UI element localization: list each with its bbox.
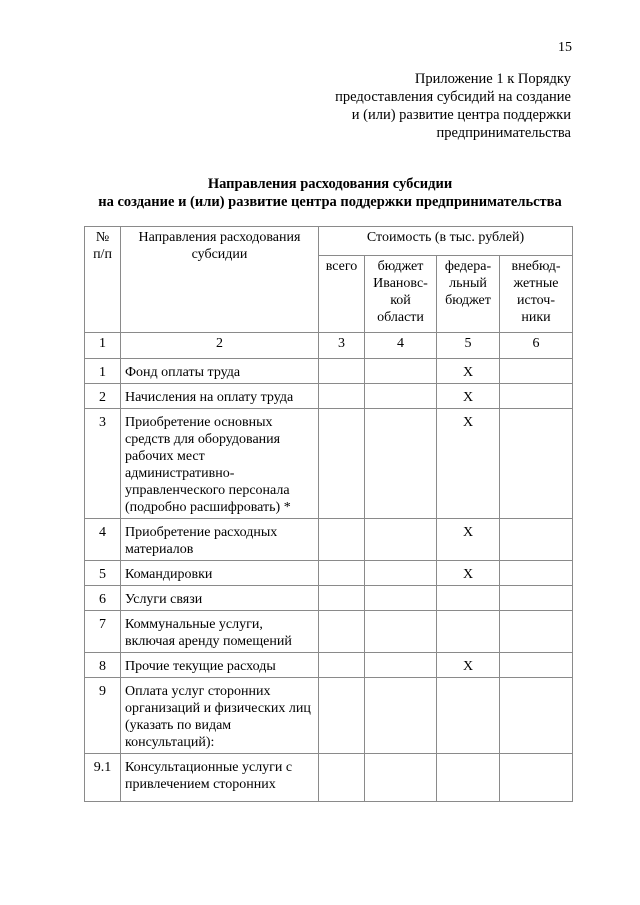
row-total-cell	[319, 678, 365, 754]
row-federal-cell	[437, 678, 500, 754]
row-external-cell	[500, 754, 573, 802]
table-row	[85, 754, 573, 802]
row-total-cell	[319, 586, 365, 611]
column-number: 1	[85, 333, 121, 359]
row-regional-cell	[365, 384, 437, 409]
row-federal-cell: X	[437, 409, 500, 519]
row-number-cell: 7	[85, 611, 121, 653]
row-external-cell	[500, 409, 573, 519]
row-direction-cell: Фонд оплаты труда	[121, 359, 319, 384]
row-regional-cell	[365, 519, 437, 561]
table-row	[85, 678, 573, 754]
document-title	[60, 175, 600, 211]
header-total: всего	[319, 256, 365, 333]
row-federal-cell: X	[437, 519, 500, 561]
table-row	[85, 611, 573, 653]
row-direction-cell: Услуги связи	[121, 586, 319, 611]
row-external-cell	[500, 359, 573, 384]
header-cost: Стоимость (в тыс. рублей)	[319, 227, 573, 256]
table-body	[85, 359, 573, 802]
row-total-cell	[319, 409, 365, 519]
row-external-cell	[500, 611, 573, 653]
row-regional-cell	[365, 586, 437, 611]
row-federal-cell: X	[437, 384, 500, 409]
row-regional-cell	[365, 409, 437, 519]
row-regional-cell	[365, 359, 437, 384]
row-external-cell	[500, 586, 573, 611]
row-number-cell: 4	[85, 519, 121, 561]
row-direction-cell: Прочие текущие расходы	[121, 653, 319, 678]
row-direction-cell: Коммунальные услуги, включая аренду помещений	[121, 611, 319, 653]
column-number: 5	[437, 333, 500, 359]
row-external-cell	[500, 519, 573, 561]
row-regional-cell	[365, 653, 437, 678]
row-direction-cell: Командировки	[121, 561, 319, 586]
column-number: 4	[365, 333, 437, 359]
title-line: Направления расходования субсидии	[207, 176, 453, 192]
row-regional-cell	[365, 678, 437, 754]
row-federal-cell: X	[437, 653, 500, 678]
column-number: 6	[500, 333, 573, 359]
column-number: 2	[121, 333, 319, 359]
row-number-cell: 2	[85, 384, 121, 409]
row-regional-cell	[365, 561, 437, 586]
column-number-row	[85, 333, 573, 359]
header-external: внебюд- жетные источ- ники	[500, 256, 573, 333]
appendix-line: Приложение 1 к Порядку	[414, 71, 571, 87]
row-direction-cell: Приобретение расходных материалов	[121, 519, 319, 561]
row-direction-cell: Консультационные услуги с привлечением сторонних	[121, 754, 319, 802]
row-direction-cell: Приобретение основных средств для оборудования рабочих мест административно-управленческого персонала (подробно расшифровать) *	[121, 409, 319, 519]
row-federal-cell: X	[437, 561, 500, 586]
header-row	[85, 227, 573, 256]
appendix-line: предоставления субсидий на создание	[335, 89, 571, 105]
row-federal-cell	[437, 754, 500, 802]
row-total-cell	[319, 611, 365, 653]
row-federal-cell	[437, 611, 500, 653]
header-direction: Направления расходования субсидии	[121, 227, 319, 333]
row-total-cell	[319, 754, 365, 802]
header-num: № п/п	[85, 227, 121, 333]
appendix-line: предпринимательства	[436, 125, 571, 141]
row-number-cell: 9	[85, 678, 121, 754]
row-regional-cell	[365, 611, 437, 653]
row-number-cell: 8	[85, 653, 121, 678]
header-regional: бюджет Ивановс- кой области	[365, 256, 437, 333]
row-direction-cell: Начисления на оплату труда	[121, 384, 319, 409]
row-external-cell	[500, 384, 573, 409]
table-row	[85, 519, 573, 561]
table-row	[85, 561, 573, 586]
row-total-cell	[319, 359, 365, 384]
row-total-cell	[319, 384, 365, 409]
row-total-cell	[319, 561, 365, 586]
row-number-cell: 6	[85, 586, 121, 611]
row-external-cell	[500, 561, 573, 586]
table-row	[85, 653, 573, 678]
appendix-note	[335, 70, 571, 142]
row-total-cell	[319, 519, 365, 561]
row-number-cell: 9.1	[85, 754, 121, 802]
table-row	[85, 409, 573, 519]
row-number-cell: 1	[85, 359, 121, 384]
header-federal: федера- льный бюджет	[437, 256, 500, 333]
row-federal-cell	[437, 586, 500, 611]
row-external-cell	[500, 678, 573, 754]
row-total-cell	[319, 653, 365, 678]
expenditure-table	[84, 226, 573, 802]
table-row	[85, 384, 573, 409]
table-row	[85, 586, 573, 611]
table-row	[85, 359, 573, 384]
row-direction-cell: Оплата услуг сторонних организаций и физических лиц (указать по видам консультаций):	[121, 678, 319, 754]
row-number-cell: 5	[85, 561, 121, 586]
row-federal-cell: X	[437, 359, 500, 384]
row-number-cell: 3	[85, 409, 121, 519]
row-regional-cell	[365, 754, 437, 802]
column-number: 3	[319, 333, 365, 359]
page-number: 15	[558, 40, 572, 55]
row-external-cell	[500, 653, 573, 678]
appendix-line: и (или) развитие центра поддержки	[351, 107, 571, 123]
title-line: на создание и (или) развитие центра поддержки предпринимательства	[98, 194, 562, 210]
